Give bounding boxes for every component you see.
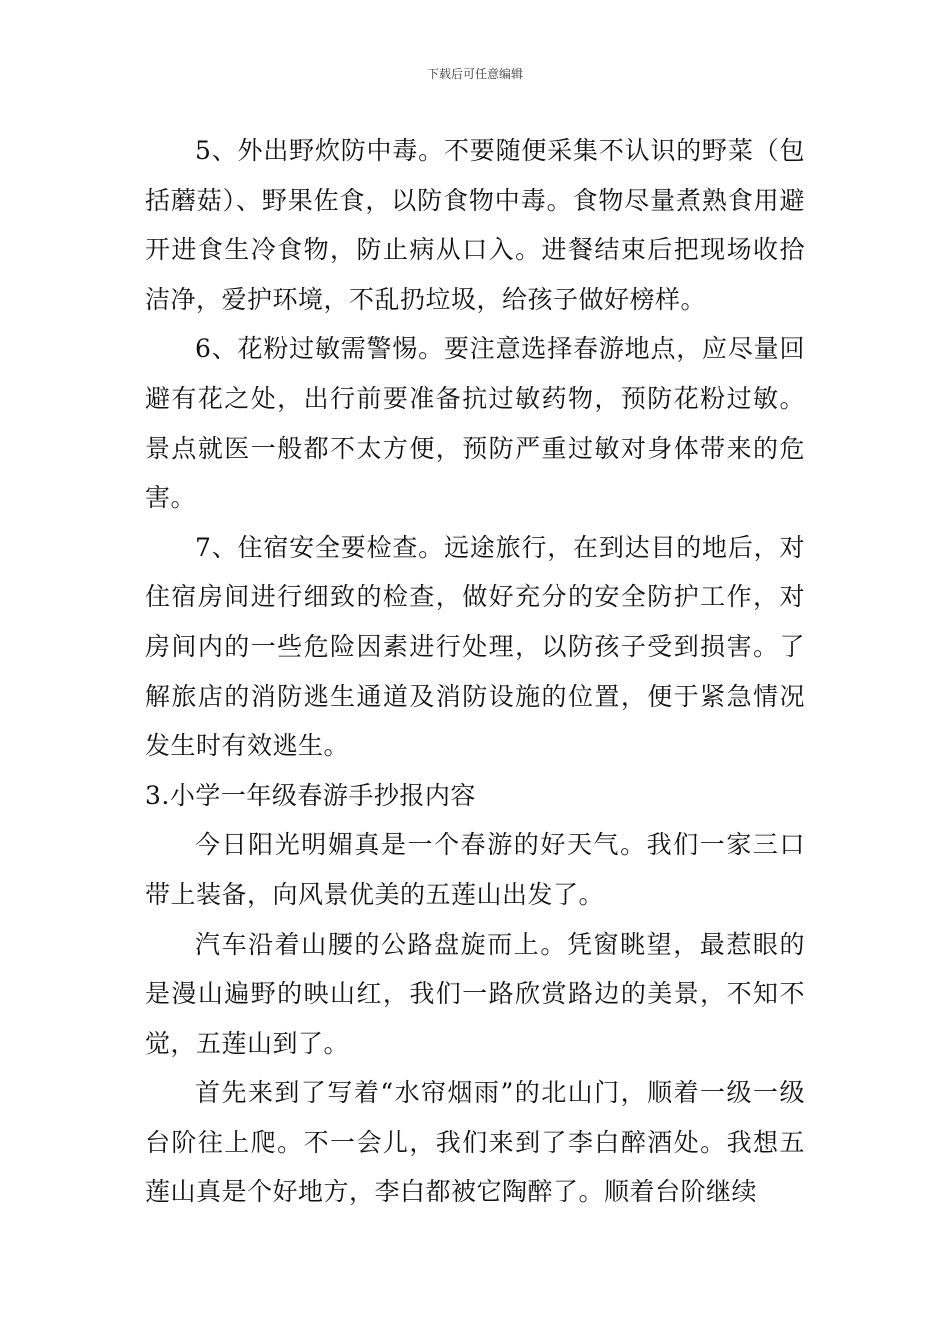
essay-paragraph-2: 汽车沿着山腰的公路盘旋而上。凭窗眺望，最惹眼的是漫山遍野的映山红，我们一路欣赏路边的美景，不知不觉，五莲山到了。 (145, 929, 805, 1058)
paragraph-tip-6: 6、花粉过敏需警惕。要注意选择春游地点，应尽量回避有花之处，出行前要准备抗过敏药物，预防花粉过敏。景点就医一般都不太方便，预防严重过敏对身体带来的危害。 (145, 334, 805, 513)
paragraph-tip-7: 7、住宿安全要检查。远途旅行，在到达目的地后，对住宿房间进行细致的检查，做好充分的安全防护工作，对房间内的一些危险因素进行处理，以防孩子受到损害。了解旅店的消防逃生通道及消防设施的位置，便于紧急情况发生时有效逃生。 (145, 532, 805, 761)
page-header: 下载后可任意编辑 (426, 67, 523, 81)
document-body (145, 126, 805, 1217)
essay-paragraph-3: 首先来到了写着“水帘烟雨”的北山门，顺着一级一级台阶往上爬。不一会儿，我们来到了李白醉酒处。我想五莲山真是个好地方，李白都被它陶醉了。顺着台阶继续 (145, 1078, 805, 1207)
section-heading: 3.小学一年级春游手抄报内容 (145, 780, 476, 810)
paragraph-tip-5: 5、外出野炊防中毒。不要随便采集不认识的野菜（包括蘑菇）、野果佐食，以防食物中毒。食物尽量煮熟食用避开进食生冷食物，防止病从口入。进餐结束后把现场收拾洁净，爱护环境，不乱扔垃圾，给孩子做好榜样。 (145, 136, 805, 314)
essay-paragraph-1: 今日阳光明媚真是一个春游的好天气。我们一家三口带上装备，向风景优美的五莲山出发了。 (145, 830, 805, 909)
